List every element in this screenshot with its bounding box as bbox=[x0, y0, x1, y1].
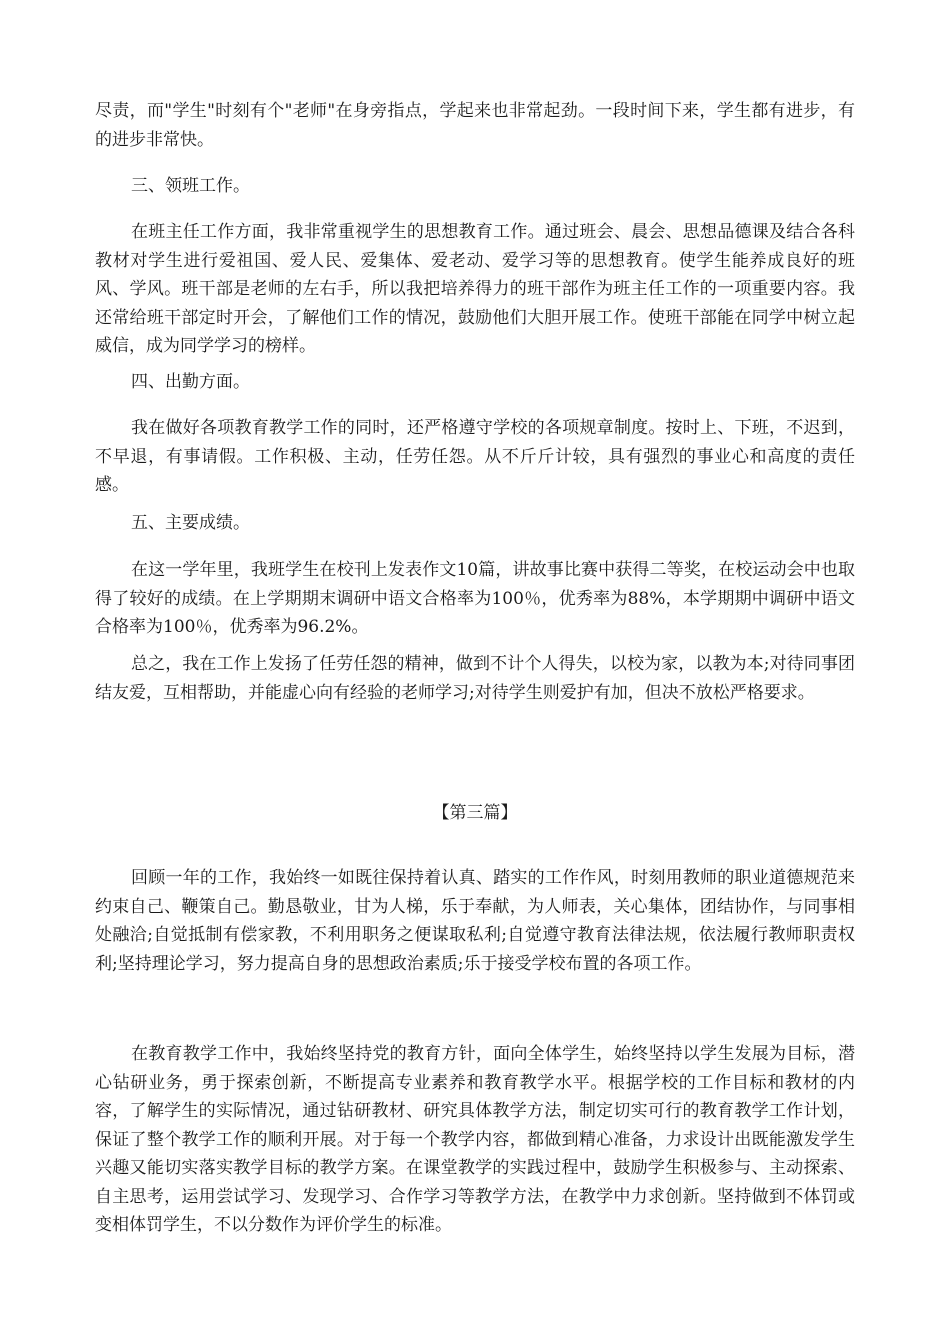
paragraph-summary: 总之，我在工作上发扬了任劳任怨的精神，做到不计个人得失，以校为家，以教为本;对待同事团结友爱，互相帮助，并能虚心向有经验的老师学习;对待学生则爱护有加，但决不放松严格要求。 bbox=[95, 654, 855, 703]
paragraph-achievements: 在这一学年里，我班学生在校刊上发表作文10篇，讲故事比赛中获得二等奖，在校运动会中也取得了较好的成绩。在上学期期末调研中语文合格率为100％，优秀率为88%，本学期期中调研中语文合格率为100％，优秀率为96.2%。 bbox=[95, 560, 855, 637]
paragraph-review: 回顾一年的工作，我始终一如既往保持着认真、踏实的工作作风，时刻用教师的职业道德规范来约束自己、鞭策自己。勤恳敬业，甘为人梯，乐于奉献，为人师表，关心集体，团结协作，与同事相处融洽;自觉抵制有偿家教，不利用职务之便谋取私利;自觉遵守教育法律法规，依法履行教师职责权利;坚持理论学习，努力提高自身的思想政治素质;乐于接受学校布置的各项工作。 bbox=[95, 868, 855, 974]
paragraph-attendance: 我在做好各项教育教学工作的同时，还严格遵守学校的各项规章制度。按时上、下班，不迟到，不早退，有事请假。工作积极、主动，任劳任怨。从不斤斤计较，具有强烈的事业心和高度的责任感。 bbox=[95, 418, 855, 495]
paragraph-teaching: 在教育教学工作中，我始终坚持党的教育方针，面向全体学生，始终坚持以学生发展为目标，潜心钻研业务，勇于探索创新，不断提高专业素养和教育教学水平。根据学校的工作目标和教材的内容，了解学生的实际情况，通过钻研教材、研究具体教学方法，制定切实可行的教育教学工作计划，保证了整个教学工作的顺利开展。对于每一个教学内容，都做到精心准备，力求设计出既能激发学生兴趣又能切实落实教学目标的教学方案。在课堂教学的实践过程中，鼓励学生积极参与、主动探索、自主思考，运用尝试学习、发现学习、合作学习等教学方法，在教学中力求创新。坚持做到不体罚或变相体罚学生，不以分数作为评价学生的标准。 bbox=[95, 1044, 855, 1235]
paragraph-class-work: 在班主任工作方面，我非常重视学生的思想教育工作。通过班会、晨会、思想品德课及结合各科教材对学生进行爱祖国、爱人民、爱集体、爱老动、爱学习等的思想教育。使学生能养成良好的班风、学风。班干部是老师的左右手，所以我把培养得力的班干部作为班主任工作的一项重要内容。我还常给班干部定时开会，了解他们工作的情况，鼓励他们大胆开展工作。使班干部能在同学中树立起威信，成为同学学习的榜样。 bbox=[95, 222, 855, 356]
section-title: 【第三篇】 bbox=[432, 803, 518, 823]
section-heading-achievements: 五、主要成绩。 bbox=[131, 513, 250, 533]
paragraph-continuation: 尽责，而"学生"时刻有个"老师"在身旁指点，学起来也非常起劲。一段时间下来，学生都有进步，有的进步非常快。 bbox=[95, 101, 855, 150]
section-heading-attendance: 四、出勤方面。 bbox=[131, 372, 250, 392]
section-heading-leadership: 三、领班工作。 bbox=[131, 176, 250, 196]
